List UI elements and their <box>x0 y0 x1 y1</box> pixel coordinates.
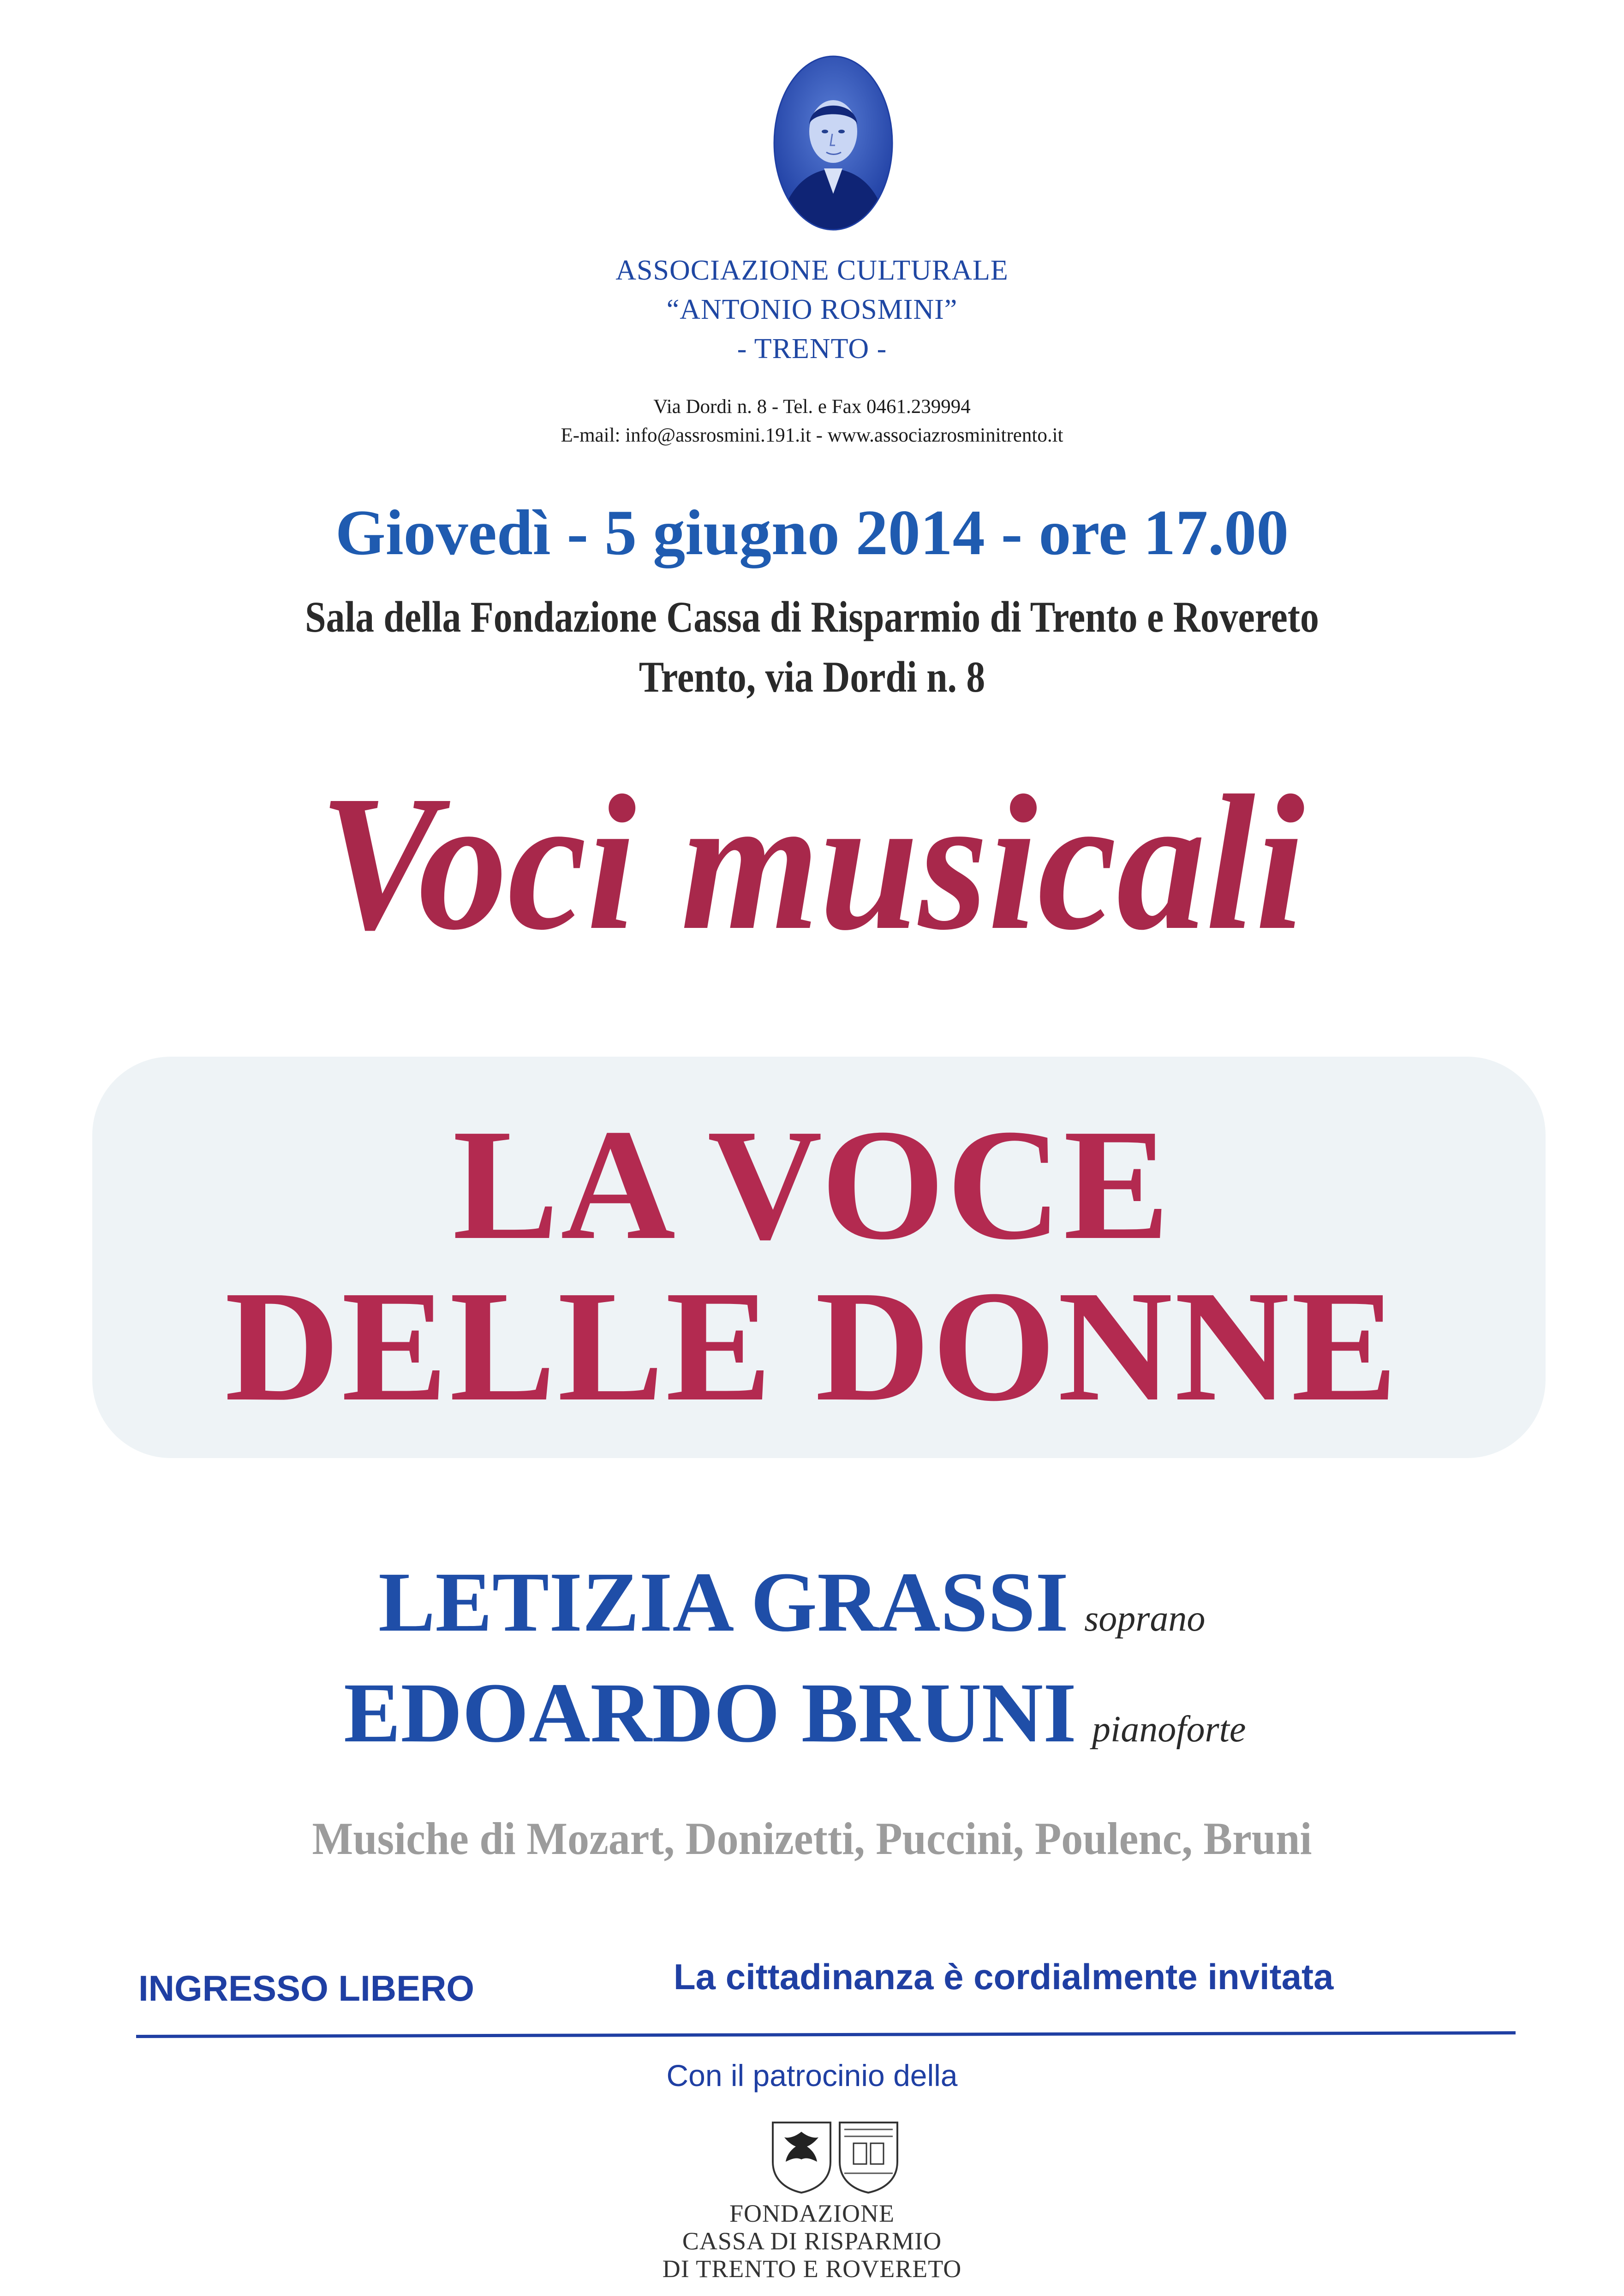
sponsor-name-line3: DI TRENTO E ROVERETO <box>662 2255 962 2283</box>
free-entry-label: INGRESSO LIBERO <box>138 1968 475 2009</box>
event-title-line1: LA VOCE <box>452 1096 1172 1273</box>
association-address: Via Dordi n. 8 - Tel. e Fax 0461.239994 <box>653 396 971 418</box>
sponsor-name-line2: CASSA DI RISPARMIO <box>682 2227 942 2255</box>
association-city: - TRENTO - <box>737 333 887 365</box>
event-date-time: Giovedì - 5 giugno 2014 - ore 17.00 <box>335 497 1289 568</box>
invitation-text: La cittadinanza è cordialmente invitata <box>674 1956 1334 1997</box>
performer-row <box>378 1555 1206 1650</box>
foundation-crest-logo <box>768 2118 902 2194</box>
association-email-web: E-mail: info@assrosmini.191.it - www.associazrosminitrento.it <box>561 425 1063 446</box>
performer-name: LETIZIA GRASSI <box>378 1555 1069 1650</box>
divider-line <box>136 2031 1516 2038</box>
performer-row <box>344 1666 1246 1760</box>
performer-role: soprano <box>1084 1598 1206 1639</box>
association-name: ASSOCIAZIONE CULTURALE <box>615 255 1009 286</box>
portrait-oval-logo <box>773 55 893 231</box>
sponsor-name-line1: FONDAZIONE <box>729 2200 895 2227</box>
performer-role: pianoforte <box>1092 1709 1246 1750</box>
patronage-label: Con il patrocinio della <box>666 2058 958 2093</box>
performer-name: EDOARDO BRUNI <box>344 1666 1077 1760</box>
association-subtitle: “ANTONIO ROSMINI” <box>666 294 958 325</box>
event-venue: Sala della Fondazione Cassa di Risparmio di Trento e Rovereto <box>305 592 1319 641</box>
program-composers: Musiche di Mozart, Donizetti, Puccini, Poulenc, Bruni <box>312 1813 1312 1864</box>
event-title-line2: DELLE DONNE <box>225 1258 1399 1434</box>
event-venue-address: Trento, via Dordi n. 8 <box>639 652 985 701</box>
series-title: Voci musicali <box>319 755 1305 970</box>
